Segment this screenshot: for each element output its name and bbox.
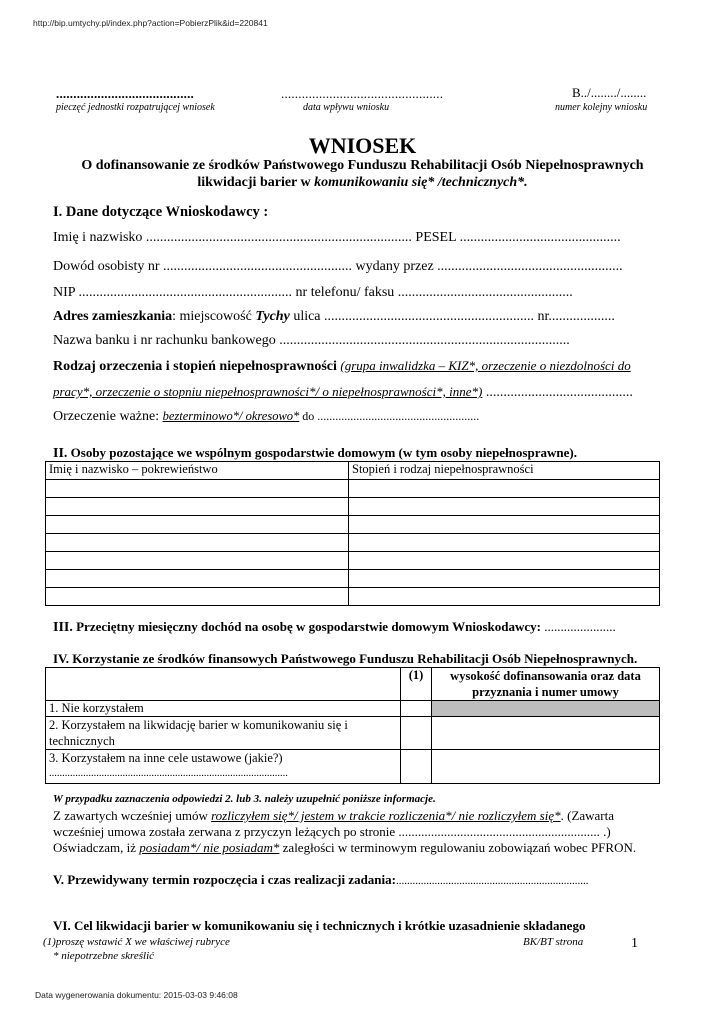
source-url: http://bip.umtychy.pl/index.php?action=PobierzPlik&id=220841 [33,18,268,28]
mark-cell-1[interactable] [401,701,432,717]
table-row[interactable] [46,534,660,552]
contracts-statement: Z zawartych wcześniej umów rozliczyłem się*/ jestem w trakcie rozliczenia*/ nie rozliczyłem się*. (Zawarta [53,808,615,823]
generation-date: Data wygenerowania dokumentu: 2015-03-03 9:46:08 [35,990,238,1000]
arrears-declaration: Oświadczam, iż posiadam*/ nie posiadam* zaległości w terminowym regulowaniu zobowiązań wobec PFRON. [53,840,637,855]
amount-cell-1 [432,701,660,717]
table-row[interactable] [46,516,660,534]
title-line-2: likwidacji barier w komunikowaniu się* /technicznych*. [197,175,528,190]
option-barriers: 2. Korzystałem na likwidację barier w komunikowaniu się i technicznych [46,717,401,750]
section-2-heading: II. Osoby pozostające we wspólnym gospodarstwie domowym (w tym osoby niepełnosprawne). [53,445,577,461]
section-4-heading: IV. Korzystanie ze środków finansowych Państwowego Funduszu Rehabilitacji Osób Niepełnosprawnych. [53,651,638,666]
stamp-label-mid: data wpływu wniosku [303,102,390,113]
application-number: B../......../........ [572,85,647,100]
pfron-usage-table [45,667,660,784]
section-3-heading: III. Przeciętny miesięczny dochód na osobę w gospodarstwie domowym Wnioskodawcy: ...................... [53,619,616,635]
stamp-label-right: numer kolejny wniosku [555,102,648,113]
footnote-2: * niepotrzebne skreślić [53,950,155,962]
amount-cell-3[interactable] [432,750,660,784]
section-5-heading: V. Przewidywany termin rozpoczęcia i czas realizacji zadania:...................................................................... [53,872,589,887]
id-card-field[interactable]: Dowód osobisty nr ...................................................... wydany przez ..................................................... [53,259,623,274]
instruction-note: W przypadku zaznaczenia odpowiedzi 2. lub 3. należy uzupełnić poniższe informacje. [53,793,436,805]
section-6-heading: VI. Cel likwidacji barier w komunikowaniu się i technicznych i krótkie uzasadnienie składanego [53,918,586,933]
page-number: 1 [631,936,638,951]
footnote-1: (1)proszę wstawić X we właściwej rubryce [43,936,230,948]
table-row[interactable] [46,588,660,606]
mark-cell-3[interactable] [401,750,432,784]
name-pesel-field[interactable]: Imię i nazwisko ............................................................................ PESEL .............................................. [53,230,621,245]
stamp-dots-mid: ............................................... [281,86,444,101]
option-not-used: 1. Nie korzystałem [46,701,401,717]
table-row[interactable] [46,480,660,498]
stamp-dots-left: ........................................ [56,86,194,101]
title-line-1: O dofinansowanie ze środków Państwowego Funduszu Rehabilitacji Osób Niepełnosprawnych [81,158,644,173]
mark-cell-2[interactable] [401,717,432,750]
document-title: WNIOSEK [308,133,417,158]
contracts-terminated-line: wcześniej umowa została zerwana z przyczyn leżących po stronie .............................................................. .) [53,824,611,839]
stamp-label-left: pieczęć jednostki rozpatrującej wniosek [56,102,215,113]
amount-column-header: wysokość dofinansowania oraz data przyznania i numer umowy [432,668,660,701]
option-other-purposes: 3. Korzystałem na inne cele ustawowe (jakie?) ........................................................................................... [46,750,401,784]
household-table [45,461,660,606]
mark-column-header: (1) [401,668,432,701]
nip-phone-field[interactable]: NIP ............................................................. nr telefonu/ faksu .................................................. [53,285,573,300]
amount-cell-2[interactable] [432,717,660,750]
table-row[interactable] [46,498,660,516]
certificate-valid-field[interactable]: Orzeczenie ważne: bezterminowo*/ okresowo* do ...................................................... [53,409,480,424]
disability-type-field[interactable]: Rodzaj orzeczenia i stopień niepełnosprawności (grupa inwalidzka – KIZ*, orzeczenie o niezdolności do [53,358,631,374]
page-code: BK/BT strona [523,936,584,948]
household-col-disability: Stopień i rodzaj niepełnosprawności [349,462,660,480]
table-row[interactable] [46,570,660,588]
section-1-heading: I. Dane dotyczące Wnioskodawcy : [53,204,269,220]
table-row[interactable] [46,552,660,570]
address-field[interactable]: Adres zamieszkania: miejscowość Tychy ulica ............................................................ nr................... [53,309,615,324]
household-col-name: Imię i nazwisko – pokrewieństwo [46,462,349,480]
disability-type-line-2[interactable]: pracy*, orzeczenie o stopniu niepełnosprawności*/ o niepełnosprawności*, inne*) .......................................... [53,384,633,400]
bank-account-field[interactable]: Nazwa banku i nr rachunku bankowego ................................................................................... [53,333,570,348]
